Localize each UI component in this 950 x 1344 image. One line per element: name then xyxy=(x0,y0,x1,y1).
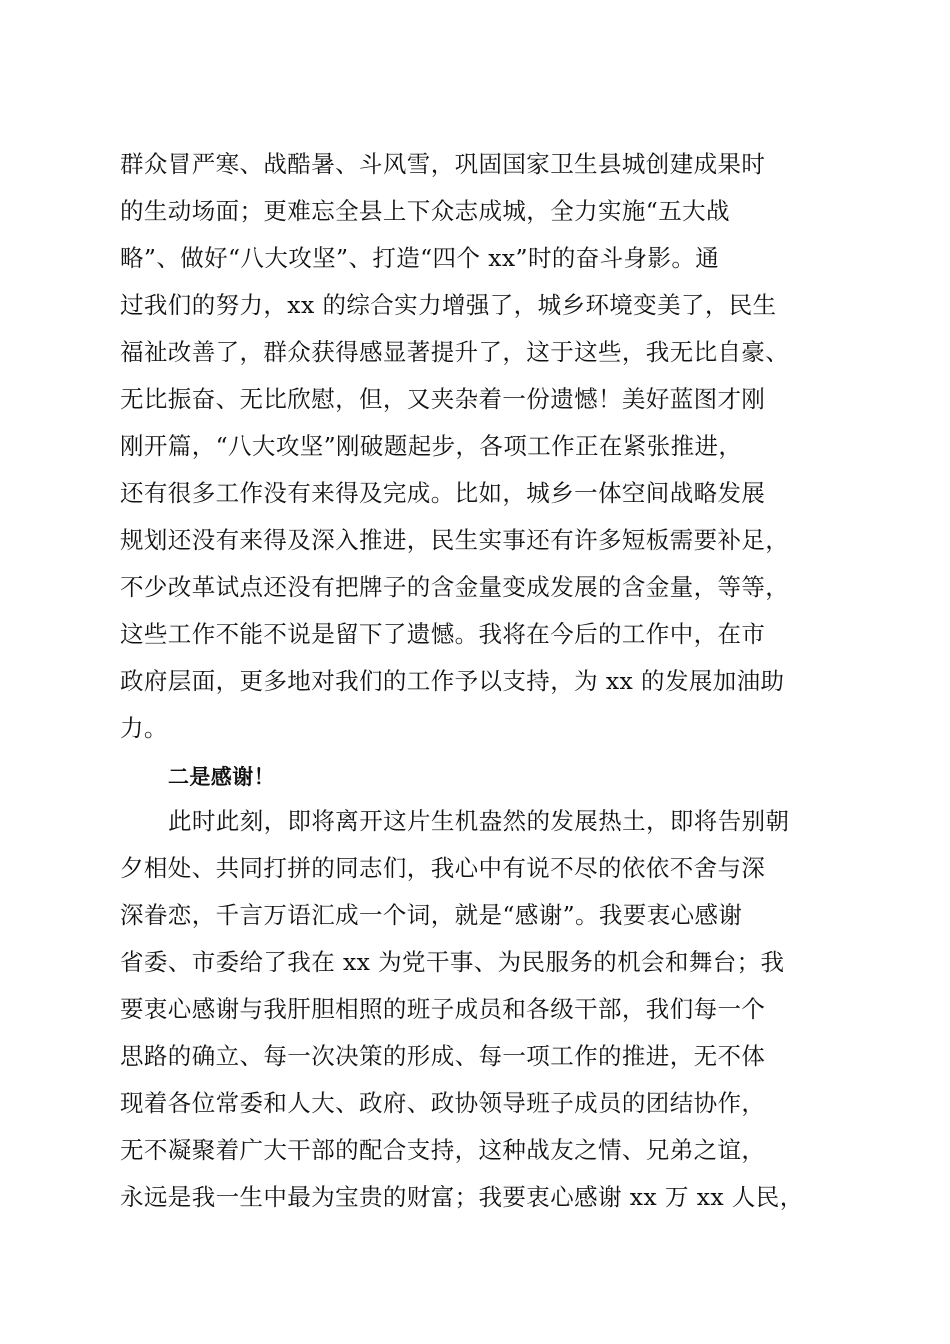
paragraph-line: 刚开篇，“八大攻坚”刚破题起步，各项工作正在紧张推进， xyxy=(120,432,743,460)
paragraph-line: 这些工作不能不说是留下了遗憾。我将在今后的工作中，在市 xyxy=(120,620,766,648)
paragraph-line: 此时此刻，即将离开这片生机盎然的发展热土，即将告别朝 xyxy=(168,807,790,835)
paragraph-line: 过我们的努力，xx 的综合实力增强了，城乡环境变美了，民生 xyxy=(120,291,777,319)
paragraph-line: 力。 xyxy=(120,714,168,742)
paragraph-line: 还有很多工作没有来得及完成。比如，城乡一体空间战略发展 xyxy=(120,479,766,507)
paragraph-line: 思路的确立、每一次决策的形成、每一项工作的推进，无不体 xyxy=(120,1042,766,1070)
paragraph-line: 省委、市委给了我在 xx 为党干事、为民服务的机会和舞台；我 xyxy=(120,948,785,976)
section-heading: 二是感谢！ xyxy=(168,764,275,789)
paragraph-line: 不少改革试点还没有把牌子的含金量变成发展的含金量，等等， xyxy=(120,573,790,601)
paragraph-line: 深眷恋，千言万语汇成一个词，就是“感谢”。我要衷心感谢 xyxy=(120,901,743,929)
paragraph-line: 政府层面，更多地对我们的工作予以支持，为 xx 的发展加油助 xyxy=(120,667,785,695)
paragraph-line: 永远是我一生中最为宝贵的财富；我要衷心感谢 xx 万 xx 人民， xyxy=(120,1183,804,1211)
paragraph-line: 群众冒严寒、战酷暑、斗风雪，巩固国家卫生县城创建成果时 xyxy=(120,150,766,178)
paragraph-line: 规划还没有来得及深入推进，民生实事还有许多短板需要补足， xyxy=(120,526,790,554)
paragraph-line: 无比振奋、无比欣慰，但，又夹杂着一份遗憾！美好蓝图才刚 xyxy=(120,385,766,413)
paragraph-line: 现着各位常委和人大、政府、政协领导班子成员的团结协作， xyxy=(120,1089,766,1117)
paragraph-line: 夕相处、共同打拼的同志们，我心中有说不尽的依依不舍与深 xyxy=(120,854,766,882)
paragraph-line: 略”、做好“八大攻坚”、打造“四个 xx”时的奋斗身影。通 xyxy=(120,244,720,272)
paragraph-line: 无不凝聚着广大干部的配合支持，这种战友之情、兄弟之谊， xyxy=(120,1136,766,1164)
paragraph-line: 要衷心感谢与我肝胆相照的班子成员和各级干部，我们每一个 xyxy=(120,995,766,1023)
paragraph-line: 的生动场面；更难忘全县上下众志成城，全力实施“五大战 xyxy=(120,197,730,225)
paragraph-line: 福祉改善了，群众获得感显著提升了，这于这些，我无比自豪、 xyxy=(120,338,790,366)
